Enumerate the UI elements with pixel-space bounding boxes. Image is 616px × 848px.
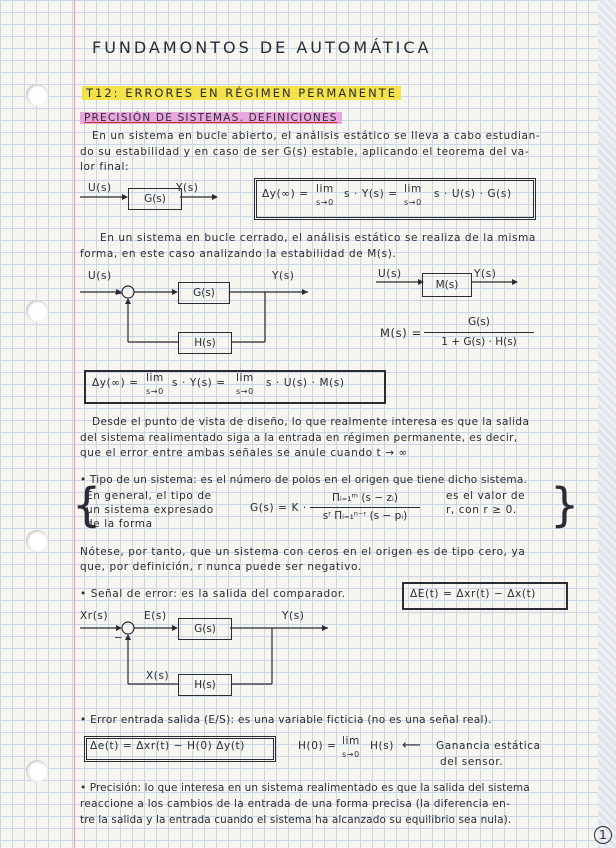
input-label: U(s)	[88, 270, 112, 282]
binder-hole	[26, 300, 48, 322]
eq2-lhs: Δy(∞) =	[92, 377, 139, 389]
precision-line: tre la salida y la entrada cuando el sistema ha alcanzado su equilibrio sea nula).	[80, 814, 512, 826]
page-edge	[598, 0, 616, 848]
eq1-rhs: s · U(s) · G(s)	[434, 188, 512, 200]
para1-line: En un sistema en bucle abierto, el análisis estático se lleva a cabo estudian-	[92, 130, 541, 142]
para3-line: que el error entre ambas señales se anule cuando t → ∞	[80, 447, 408, 459]
section-heading: PRECISIÓN DE SISTEMAS. DEFINICIONES	[80, 112, 342, 124]
eq2-sub: s→0	[146, 387, 164, 396]
es-note: Ganancia estática	[436, 740, 541, 752]
eq1-lhs: Δy(∞) =	[262, 188, 309, 200]
error-label: E(s)	[144, 610, 167, 622]
minus-sign: −	[114, 288, 124, 300]
eq2-mid: s · Y(s) =	[172, 377, 226, 389]
para3-line: Desde el punto de vista de diseño, lo que realmente interesa es que la salida	[92, 416, 530, 428]
m-denominator: 1 + G(s) · H(s)	[441, 336, 517, 348]
es-note: del sensor.	[440, 756, 504, 768]
precision-line: • Precisión: lo que interesa en un sistema realimentado es que la salida del sistema	[80, 782, 530, 794]
output-label: Y(s)	[474, 268, 497, 280]
margin-line	[74, 0, 75, 848]
m-block: M(s)	[422, 273, 472, 297]
h0-sub: s→0	[342, 750, 360, 759]
output-label: Y(s)	[176, 182, 199, 194]
tipo-left: un sistema expresado	[86, 504, 214, 516]
eq1-sub: s→0	[316, 198, 334, 207]
nota-line: que, por definición, r nunca puede ser negativo.	[80, 561, 362, 573]
h0-lim: lim	[342, 735, 360, 747]
page-title: FUNDAMONTOS DE AUTOMÁTICA	[92, 38, 432, 57]
page-number: 1	[594, 826, 612, 844]
topic-heading: T12: ERRORES EN RÉGIMEN PERMANENTE	[82, 86, 401, 100]
eq2-rhs: s · U(s) · M(s)	[266, 377, 345, 389]
eq2-lim: lim	[236, 372, 254, 384]
binder-hole	[26, 530, 48, 552]
binder-hole	[26, 760, 48, 782]
tipo-left: En general, el tipo de	[86, 490, 212, 502]
h0-lhs: H(0) =	[298, 740, 337, 752]
g-block: G(s)	[178, 282, 230, 304]
eq1-lim: lim	[316, 183, 334, 195]
right-brace: }	[550, 478, 580, 532]
eq1-mid: s · Y(s) =	[344, 188, 398, 200]
tipo-left: de la forma	[86, 518, 153, 530]
tipo-denominator: sʳ Πᵢ₌₁ⁿ⁻ʳ (s − pᵢ)	[322, 510, 408, 522]
input-label: Xr(s)	[80, 610, 109, 622]
h-block: H(s)	[178, 674, 232, 696]
g-block: G(s)	[128, 188, 182, 210]
para3-line: del sistema realimentado siga a la entrada en régimen permanente, es decir,	[80, 432, 518, 444]
senal-eq: ΔE(t) = Δxr(t) − Δx(t)	[410, 588, 537, 600]
tipo-numerator: Πᵢ₌₁ᵐ (s − zᵢ)	[332, 492, 398, 504]
tipo-right: r, con r ≥ 0.	[446, 504, 517, 516]
es-line: • Error entrada salida (E/S): es una variable ficticia (no es una señal real).	[80, 714, 492, 726]
output-label: Y(s)	[282, 610, 305, 622]
precision-line: reaccione a los cambios de la entrada de una forma precisa (la diferencia en-	[80, 798, 511, 810]
tipo-gs: G(s) = K ·	[250, 502, 307, 514]
eq2-sub: s→0	[236, 387, 254, 396]
h-block: H(s)	[178, 332, 232, 354]
eq1-lim: lim	[404, 183, 422, 195]
senal-line: • Señal de error: es la salida del comparador.	[80, 588, 346, 600]
eq1-sub: s→0	[404, 198, 422, 207]
para1-line: do su estabilidad y en caso de ser G(s) estable, aplicando el teorema del va-	[80, 146, 530, 158]
binder-hole	[26, 84, 48, 106]
output-label: Y(s)	[272, 270, 295, 282]
eq2-lim: lim	[146, 372, 164, 384]
m-numerator: G(s)	[468, 316, 490, 328]
m-fraction	[424, 316, 534, 348]
h0-hs: H(s)	[370, 740, 394, 752]
tipo-fraction	[310, 492, 420, 522]
input-label: U(s)	[378, 268, 402, 280]
para2-line: forma, en este caso analizando la estabilidad de M(s).	[80, 248, 397, 260]
m-lhs: M(s) =	[380, 326, 422, 340]
feedback-label: X(s)	[146, 670, 170, 682]
para2-line: En un sistema en bucle cerrado, el análisis estático se realiza de la misma	[100, 232, 536, 244]
es-eq: Δe(t) = Δxr(t) − H(0) Δy(t)	[90, 740, 245, 752]
tipo-right: es el valor de	[446, 490, 526, 502]
input-label: U(s)	[88, 182, 112, 194]
arrow-icon: ⟵	[402, 738, 422, 753]
para1-line: lor final:	[80, 161, 130, 173]
tipo-line: • Tipo de un sistema: es el número de polos en el origen que tiene dicho sistema.	[80, 474, 527, 486]
g-block: G(s)	[178, 618, 232, 640]
nota-line: Nótese, por tanto, que un sistema con ceros en el origen es de tipo cero, ya	[80, 546, 526, 558]
minus-sign: −	[114, 632, 124, 644]
left-brace: {	[72, 478, 102, 532]
